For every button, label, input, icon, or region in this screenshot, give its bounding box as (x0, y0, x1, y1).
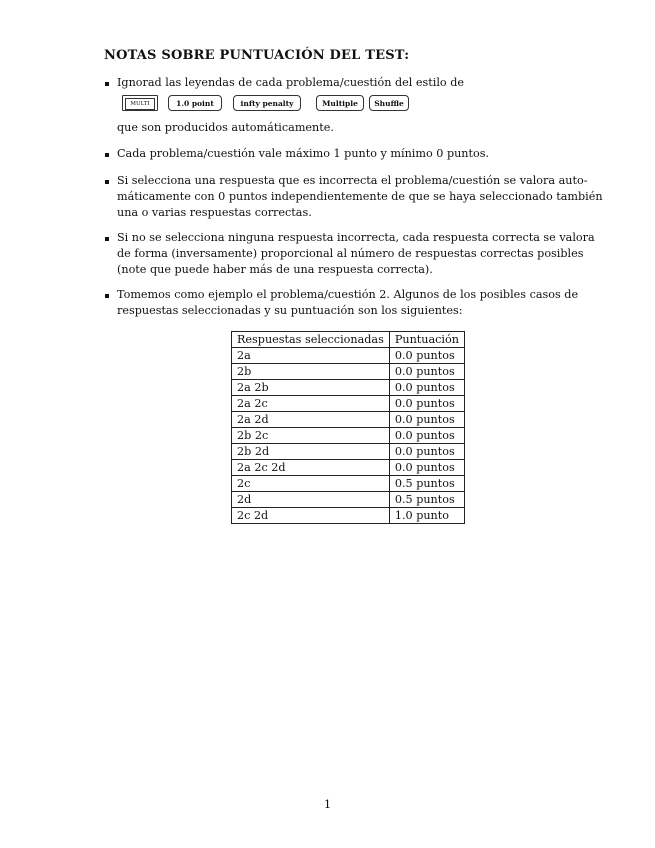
score-cell: 0.0 puntos (389, 364, 464, 380)
score-cell: 0.5 puntos (389, 492, 464, 508)
table-row (232, 460, 465, 476)
bullet-marker (105, 237, 109, 241)
answers-cell: 2a 2c 2d (232, 460, 390, 476)
list-item-text: Si no se selecciona ninguna respuesta incorrecta, cada respuesta correcta se valora (117, 231, 595, 244)
table-row (232, 476, 465, 492)
score-cell: 0.0 puntos (389, 348, 464, 364)
list-item-text: Si selecciona una respuesta que es incorrecta el problema/cuestión se valora auto- (117, 174, 588, 187)
list-item-3 (117, 173, 603, 221)
tag-multiple: Multiple (316, 95, 364, 111)
score-cell: 0.0 puntos (389, 396, 464, 412)
table-row (232, 444, 465, 460)
tag-points: 1.0 point (168, 95, 222, 111)
table-row (232, 412, 465, 428)
column-header-score: Puntuación (389, 332, 464, 348)
table-row (232, 348, 465, 364)
list-item-text: una o varias respuestas correctas. (117, 206, 312, 219)
list-item-1 (117, 75, 572, 91)
tag-shuffle: Shuffle (369, 95, 409, 111)
list-item-text: (note que puede haber más de una respuesta correcta). (117, 263, 433, 276)
answers-cell: 2a (232, 348, 390, 364)
list-item-text: de forma (inversamente) proporcional al número de respuestas correctas posibles (117, 247, 584, 260)
list-item-1-continuation (117, 120, 572, 136)
score-cell: 0.0 puntos (389, 444, 464, 460)
list-item-5 (117, 287, 579, 319)
answers-cell: 2d (232, 492, 390, 508)
score-cell: 1.0 punto (389, 508, 464, 524)
table-row (232, 492, 465, 508)
list-item-text: máticamente con 0 puntos independientemente de que se haya seleccionado también (117, 190, 603, 203)
answers-cell: 2a 2c (232, 396, 390, 412)
list-item-2 (117, 146, 572, 162)
answers-cell: 2c (232, 476, 390, 492)
score-cell: 0.0 puntos (389, 380, 464, 396)
list-item-text: Cada problema/cuestión vale máximo 1 punto y mínimo 0 puntos. (117, 147, 490, 160)
table-row (232, 364, 465, 380)
answers-cell: 2c 2d (232, 508, 390, 524)
score-cell: 0.0 puntos (389, 460, 464, 476)
answers-cell: 2b (232, 364, 390, 380)
answers-cell: 2a 2d (232, 412, 390, 428)
page-number: 1 (323, 797, 332, 811)
answers-cell: 2b 2c (232, 428, 390, 444)
bullet-marker (105, 82, 109, 86)
bullet-marker (105, 294, 109, 298)
list-item-4 (117, 230, 595, 278)
table-header-row (232, 332, 465, 348)
page-heading: NOTAS SOBRE PUNTUACIÓN DEL TEST: (104, 48, 410, 63)
bullet-marker (105, 153, 109, 157)
list-item-text: respuestas seleccionadas y su puntuación son los siguientes: (117, 304, 463, 317)
list-item-text: Tomemos como ejemplo el problema/cuestión 2. Algunos de los posibles casos de (117, 288, 579, 301)
tag-penalty: infty penalty (233, 95, 301, 111)
tag-multi: MULTI (122, 95, 158, 111)
answers-cell: 2a 2b (232, 380, 390, 396)
table-row (232, 508, 465, 524)
list-item-text: Ignorad las leyendas de cada problema/cuestión del estilo de (117, 76, 464, 89)
score-cell: 0.0 puntos (389, 428, 464, 444)
score-cell: 0.5 puntos (389, 476, 464, 492)
bullet-marker (105, 180, 109, 184)
scores-table (231, 331, 465, 524)
table-row (232, 380, 465, 396)
table-row (232, 396, 465, 412)
score-cell: 0.0 puntos (389, 412, 464, 428)
list-item-text: que son producidos automáticamente. (117, 121, 334, 134)
table-row (232, 428, 465, 444)
answers-cell: 2b 2d (232, 444, 390, 460)
column-header-answers: Respuestas seleccionadas (232, 332, 390, 348)
